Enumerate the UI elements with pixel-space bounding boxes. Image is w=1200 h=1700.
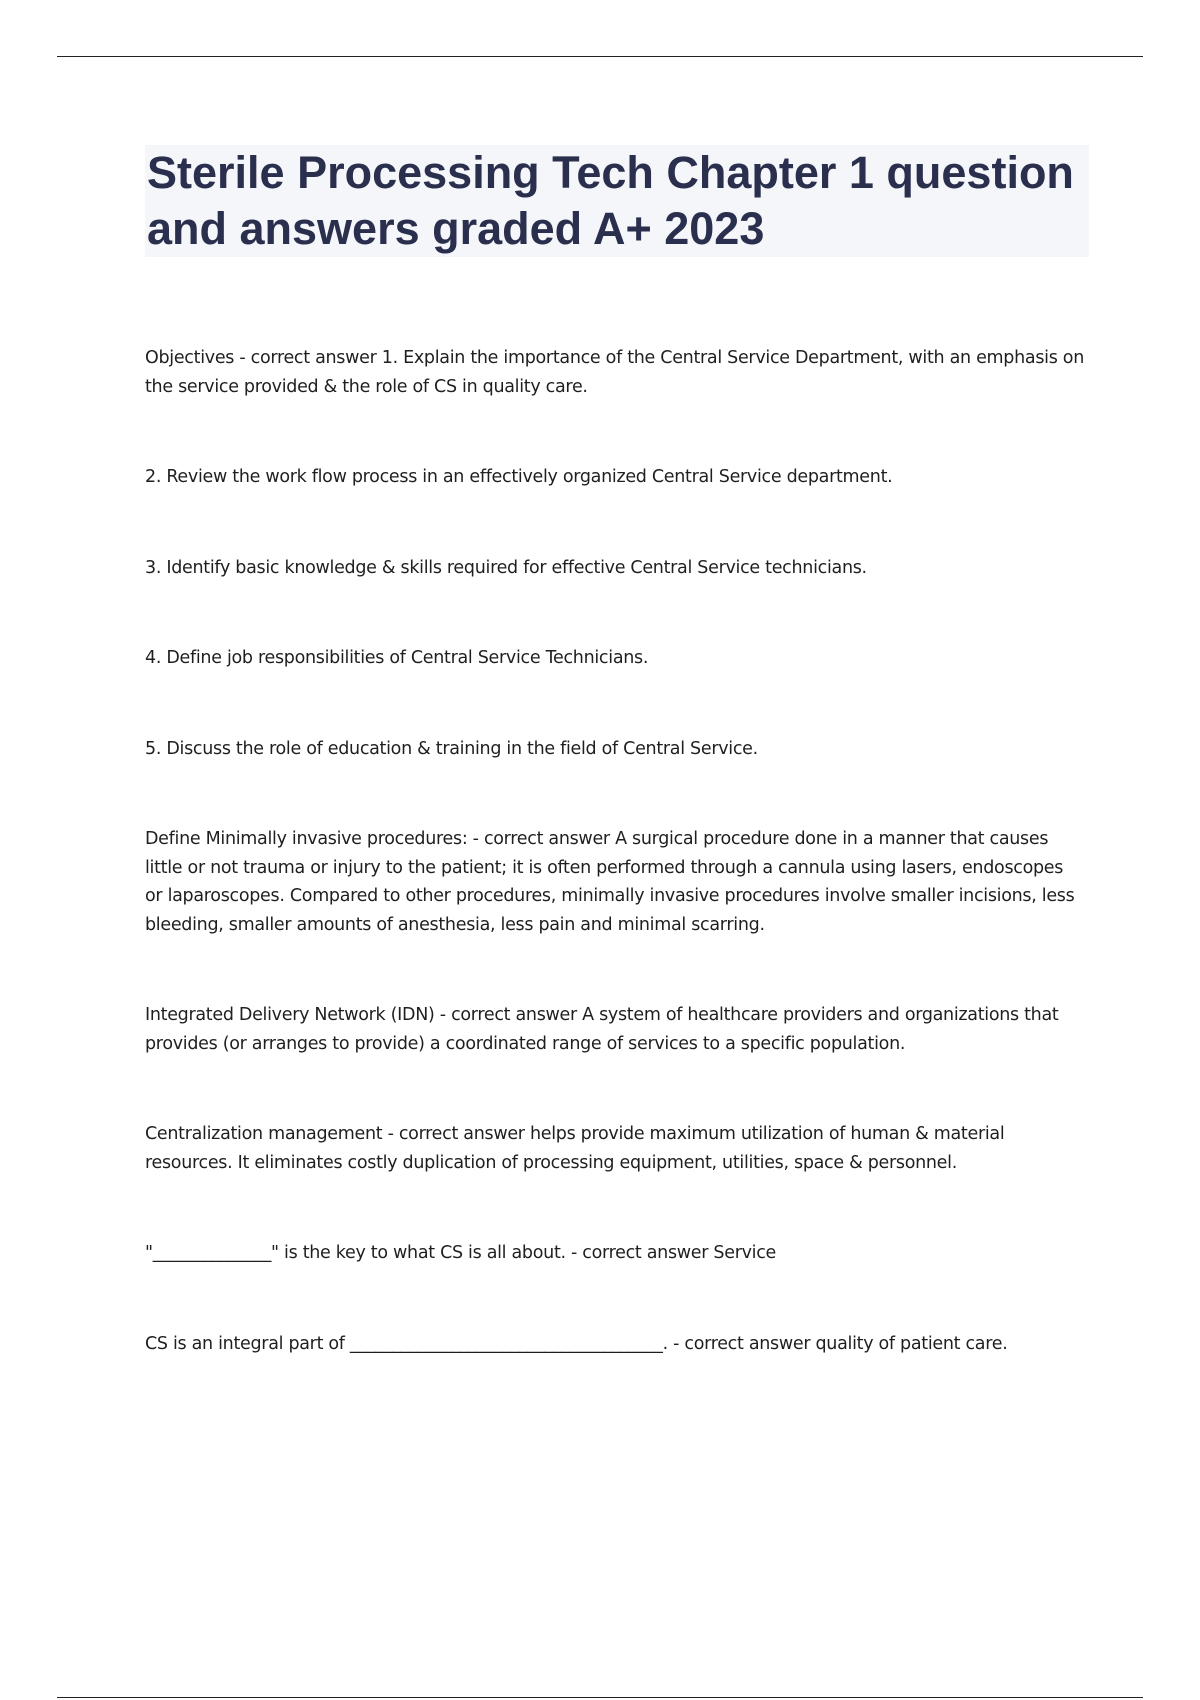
paragraph-objective-2: 2. Review the work flow process in an effectively organized Central Service department.: [145, 467, 893, 487]
paragraph-integral-part: CS is an integral part of _____________________________________. - correct answer quality of patient care.: [145, 1333, 1008, 1354]
paragraph-centralization: Centralization management - correct answer helps provide maximum utilization of human & material resources. It eliminates costly duplication of processing equipment, utilities, space & personnel.: [145, 1124, 1005, 1173]
paragraph-service-key: "______________" is the key to what CS is all about. - correct answer Service: [145, 1243, 776, 1263]
document-title: Sterile Processing Tech Chapter 1 question and answers graded A+ 2023: [147, 147, 1074, 254]
top-rule: [57, 56, 1143, 57]
document-body: [145, 344, 1085, 1420]
paragraph-objective-5: 5. Discuss the role of education & training in the field of Central Service.: [145, 738, 758, 759]
bottom-rule: [57, 1697, 1143, 1698]
title-box: [145, 145, 1089, 257]
paragraph-idn: Integrated Delivery Network (IDN) - correct answer A system of healthcare providers and organizations that provides (or arranges to provide) a coordinated range of services to a specific population.: [145, 1005, 1059, 1054]
paragraph-objective-4: 4. Define job responsibilities of Central Service Technicians.: [145, 648, 649, 668]
paragraph-minimally-invasive: Define Minimally invasive procedures: - correct answer A surgical procedure done in a manner that causes little or not trauma or injury to the patient; it is often performed through a cannula using lasers, endoscopes or laparoscopes. Compared to other procedures, minimally invasive procedures involve smaller incisions, less bleeding, smaller amounts of anesthesia, less pain and minimal scarring.: [145, 829, 1075, 935]
paragraph-objectives: Objectives - correct answer 1. Explain the importance of the Central Service Department, with an emphasis on the service provided & the role of CS in quality care.: [145, 348, 1084, 397]
paragraph-objective-3: 3. Identify basic knowledge & skills required for effective Central Service technicians.: [145, 557, 867, 578]
